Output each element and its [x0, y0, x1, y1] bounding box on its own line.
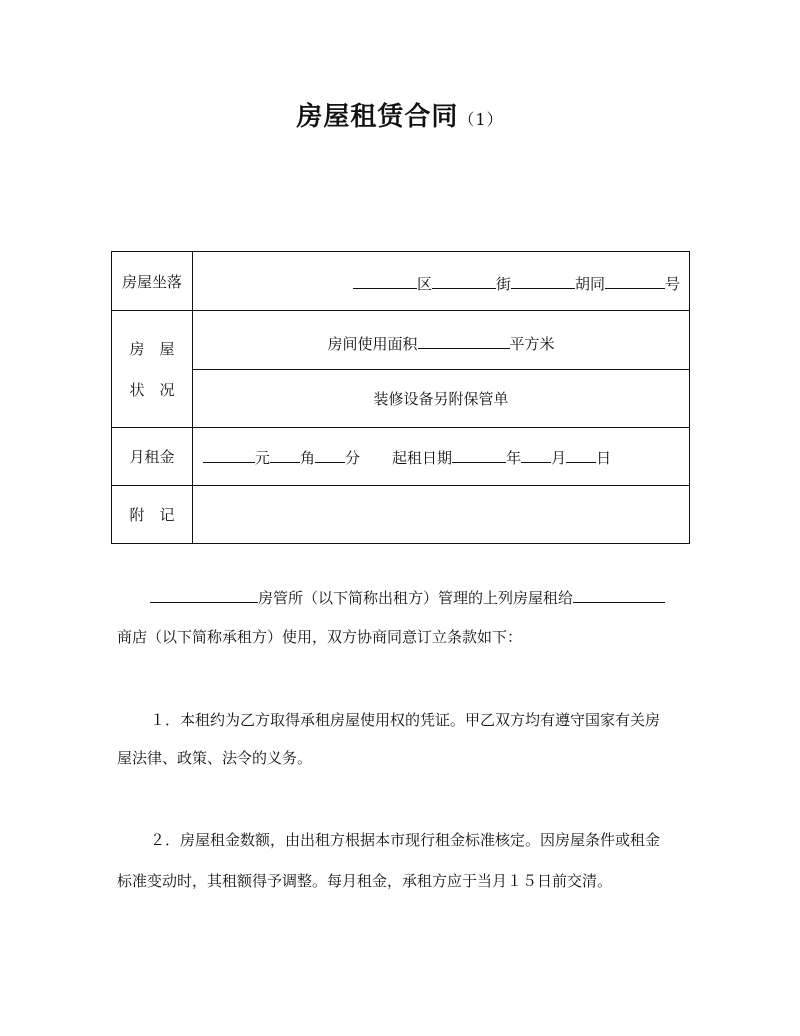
location-cell	[193, 252, 690, 311]
property-info-table	[111, 251, 690, 544]
status-label-line2: 状 况	[129, 381, 175, 399]
area-label: 房间使用面积	[327, 335, 418, 353]
month-unit: 月	[551, 449, 567, 467]
intro-text-1: 房管所（以下简称出租方）管理的上列房屋租给	[258, 589, 574, 607]
table-row-note	[112, 486, 690, 544]
number-blank[interactable]	[605, 271, 665, 289]
jiao-unit: 角	[300, 449, 316, 467]
rent-label: 月租金	[112, 428, 193, 486]
management-office-blank[interactable]	[150, 585, 258, 603]
district-blank[interactable]	[353, 271, 417, 289]
intro-line-2: 商店（以下简称承租方）使用，双方协商同意订立条款如下：	[117, 628, 523, 646]
street-unit: 街	[496, 275, 512, 293]
fen-blank[interactable]	[315, 445, 345, 463]
equipment-cell	[193, 370, 690, 428]
document-title	[0, 96, 800, 133]
note-field[interactable]	[193, 486, 690, 544]
year-blank[interactable]	[452, 445, 506, 463]
clause-2-line-1: ２．房屋租金数额，由出租方根据本市现行租金标准核定。因房屋条件或租金	[150, 831, 661, 849]
status-label-cell	[112, 311, 193, 428]
clause-1-line-1: １．本租约为乙方取得承租房屋使用权的凭证。甲乙双方均有遵守国家有关房	[150, 711, 661, 729]
year-unit: 年	[506, 449, 522, 467]
tenant-shop-blank[interactable]	[573, 585, 665, 603]
hutong-unit: 胡同	[575, 275, 606, 293]
clause-1-line-2: 屋法律、政策、法令的义务。	[117, 749, 313, 767]
day-unit: 日	[596, 449, 612, 467]
equipment-text: 装修设备另附保管单	[373, 390, 509, 408]
status-label-line1: 房 屋	[129, 340, 175, 358]
street-blank[interactable]	[432, 271, 496, 289]
yuan-blank[interactable]	[203, 445, 255, 463]
district-unit: 区	[417, 275, 433, 293]
clause-2-line-2: 标准变动时，其租额得予调整。每月租金，承租方应于当月１５日前交清。	[117, 872, 613, 890]
month-blank[interactable]	[521, 445, 551, 463]
hutong-blank[interactable]	[511, 271, 575, 289]
area-unit: 平方米	[509, 335, 555, 353]
title-suffix: （1）	[458, 110, 504, 129]
table-row-area	[112, 311, 690, 370]
jiao-blank[interactable]	[270, 445, 300, 463]
number-unit: 号	[665, 275, 681, 293]
rent-cell	[193, 428, 690, 486]
day-blank[interactable]	[566, 445, 596, 463]
fen-unit: 分	[345, 449, 361, 467]
note-label: 附 记	[112, 486, 193, 544]
area-blank[interactable]	[418, 331, 510, 349]
location-label: 房屋坐落	[112, 252, 193, 311]
area-cell	[193, 311, 690, 370]
intro-line-1	[117, 585, 689, 608]
table-row-rent	[112, 428, 690, 486]
table-row-location	[112, 252, 690, 311]
yuan-unit: 元	[255, 449, 271, 467]
title-text: 房屋租赁合同	[296, 102, 459, 132]
table-row-equipment	[112, 370, 690, 428]
start-date-label: 起租日期	[392, 449, 453, 467]
